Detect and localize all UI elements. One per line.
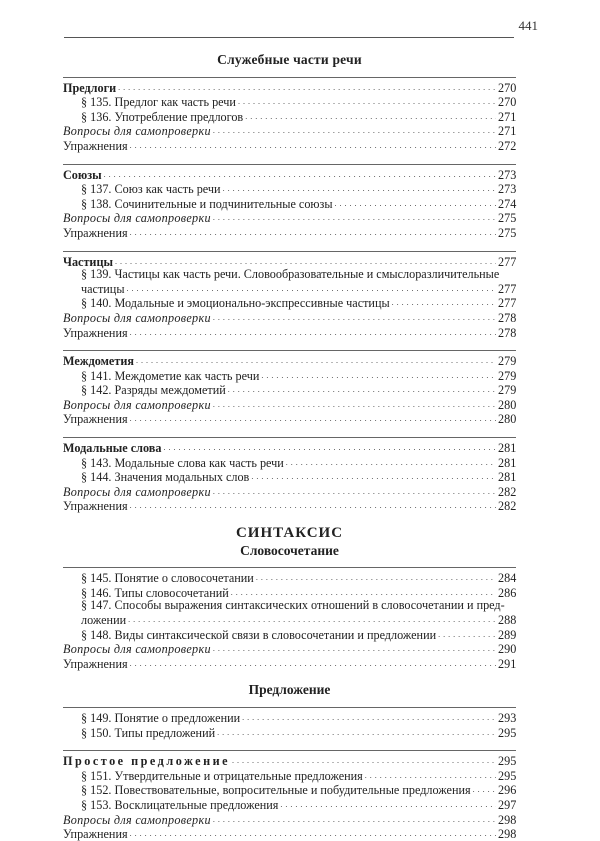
toc-chapter-heading [63,254,516,269]
dot-leader [136,353,496,368]
entry-page-number: 289 [498,627,517,642]
dot-leader [118,80,496,95]
toc-exercises-entry [63,325,516,340]
dot-leader [163,440,496,455]
entry-page-number: 282 [498,484,517,499]
entry-title: § 142. Разряды междометий [81,383,226,398]
dot-leader [286,455,496,470]
entry-page-number: 281 [498,441,517,456]
entry-title: Упражнения [63,827,128,841]
entry-title: § 136. Употребление предлогов [81,109,244,124]
entry-title: Упражнения [63,225,128,240]
dot-leader [115,254,496,269]
toc-section-entry [63,295,516,310]
toc-section-entry [63,109,516,124]
entry-page-number: 280 [498,397,517,412]
dot-leader [473,782,496,797]
entry-title: Предлоги [63,80,117,95]
entry-title: Модальные слова [63,441,162,456]
dot-leader [232,753,496,768]
entry-page-number: 282 [498,499,517,514]
toc-chapter-heading [63,753,516,768]
dot-leader [213,641,496,656]
entry-page-number: 284 [498,571,517,586]
entry-page-number: 277 [498,281,517,296]
dot-leader [335,196,496,211]
toc-self-check-entry [63,210,516,225]
dot-leader [213,397,496,412]
entry-title: Союзы [63,167,102,182]
entry-page-number: 277 [498,254,517,269]
table-of-contents [63,48,516,841]
dot-leader [245,109,496,124]
entry-page-number: 293 [498,710,517,725]
entry-page-number: 271 [498,109,517,124]
entry-page-number: 297 [498,797,517,812]
dot-leader [392,295,496,310]
entry-page-number: 295 [498,725,517,740]
entry-page-number: 274 [498,196,517,211]
entry-title: § 143. Модальные слова как часть речи [81,455,284,470]
entry-page-number: 281 [498,455,517,470]
dot-leader [280,797,496,812]
dot-leader [213,123,496,138]
toc-exercises-entry [63,498,516,513]
entry-title: Вопросы для самопроверки [63,812,211,827]
separator-rule [63,750,516,751]
entry-page-number: 273 [498,167,517,182]
entry-page-number: 275 [498,225,517,240]
entry-title: Вопросы для самопроверки [63,397,211,412]
entry-title: § 146. Типы словосочетаний [81,585,229,600]
entry-page-number: 298 [498,812,517,827]
toc-section-entry [63,382,516,397]
dot-leader [130,656,496,671]
toc-section-entry [63,570,516,585]
toc-section-entry [63,627,516,642]
entry-page-number: 279 [498,383,517,398]
toc-section-entry [63,196,516,211]
dot-leader [213,812,496,827]
toc-groups-parts-of-speech [63,77,516,513]
entry-title: Вопросы для самопроверки [63,211,211,226]
toc-section-entry [63,94,516,109]
toc-self-check-entry [63,310,516,325]
toc-chapter-heading [63,440,516,455]
entry-title: § 152. Повествовательные, вопросительные и побудительные предложения [81,783,471,798]
entry-title: § 138. Сочинительные и подчинительные союзы [81,196,333,211]
dot-leader [231,585,496,600]
entry-title: § 153. Восклицательные предложения [81,797,279,812]
entry-page-number: 277 [498,296,517,311]
entry-title: § 145. Понятие о словосочетании [81,571,254,586]
toc-section-entry [63,782,516,797]
entry-title: § 139. Частицы как часть речи. Словообразовательные и смыслоразличительные [81,267,500,282]
dot-leader [130,325,496,340]
dot-leader [261,368,496,383]
toc-section-entry [63,599,516,626]
toc-exercises-entry [63,225,516,240]
toc-section-entry [63,268,516,295]
entry-title: § 137. Союз как часть речи [81,182,221,197]
subsection-title-sentence: Предложение [248,682,331,698]
entry-page-number: 280 [498,412,517,427]
toc-chapter-heading [63,167,516,182]
entry-title: § 144. Значения модальных слов [81,470,250,485]
entry-page-number: 270 [498,95,517,110]
toc-group-sentence [63,710,516,739]
dot-leader [242,710,496,725]
page-number: 441 [518,18,538,33]
entry-page-number: 270 [498,80,517,95]
entry-page-number: 271 [498,124,517,139]
separator-rule [63,77,516,78]
toc-group-phrase [63,570,516,670]
separator-rule [63,437,516,438]
entry-title: Простое предложение [63,754,231,769]
toc-section-entry [63,469,516,484]
entry-page-number: 281 [498,470,517,485]
toc-group-simple-sentence [63,753,516,841]
entry-page-number: 278 [498,325,517,340]
entry-page-number: 286 [498,585,517,600]
toc-section-entry [63,725,516,740]
toc-self-check-entry [63,123,516,138]
toc-self-check-entry [63,397,516,412]
entry-page-number: 290 [498,642,517,657]
entry-title: Упражнения [63,325,128,340]
dot-leader [365,768,496,783]
toc-section-entry [63,710,516,725]
toc-section-entry [63,797,516,812]
header-rule [64,37,514,38]
entry-title: § 149. Понятие о предложении [81,710,241,725]
dot-leader [213,310,496,325]
entry-title: Частицы [63,254,113,269]
dot-leader [130,411,496,426]
entry-title: Вопросы для самопроверки [63,310,211,325]
entry-title: Упражнения [63,412,128,427]
dot-leader [130,826,496,841]
toc-exercises-entry [63,826,516,841]
toc-chapter-heading [63,353,516,368]
entry-title-continuation: частицы [81,281,125,296]
toc-section-entry [63,455,516,470]
entry-title: Упражнения [63,656,128,671]
entry-page-number: 273 [498,182,517,197]
entry-page-number: 279 [498,368,517,383]
entry-title: § 140. Модальные и эмоционально-экспрессивные частицы [81,296,390,311]
toc-self-check-entry [63,641,516,656]
entry-title: Междометия [63,354,134,369]
entry-title: Упражнения [63,138,128,153]
entry-title: Вопросы для самопроверки [63,124,211,139]
dot-leader [438,627,496,642]
entry-page-number: 278 [498,310,517,325]
entry-title: § 147. Способы выражения синтаксических отношений в словосочетании и пред- [81,598,505,613]
separator-rule [63,251,516,252]
toc-self-check-entry [63,812,516,827]
entry-page-number: 279 [498,354,517,369]
toc-chapter-heading [63,80,516,95]
entry-title: § 151. Утвердительные и отрицательные предложения [81,768,363,783]
section-title-syntax: СИНТАКСИС [235,525,344,542]
toc-exercises-entry [63,138,516,153]
dot-leader [130,498,496,513]
toc-self-check-entry [63,484,516,499]
toc-section-entry [63,768,516,783]
entry-page-number: 288 [498,613,517,627]
toc-section-entry [63,585,516,600]
dot-leader [130,138,496,153]
dot-leader [238,94,496,109]
subsection-title-phrase: Словосочетание [240,542,339,558]
toc-section-entry [63,368,516,383]
dot-leader [217,725,496,740]
entry-page-number: 296 [498,783,517,798]
toc-exercises-entry [63,411,516,426]
entry-page-number: 272 [498,138,517,153]
toc-section-entry [63,181,516,196]
entry-title: Вопросы для самопроверки [63,642,211,657]
entry-page-number: 295 [498,768,517,783]
toc-exercises-entry [63,656,516,671]
dot-leader [128,612,496,627]
entry-page-number: 298 [498,827,517,841]
dot-leader [213,210,496,225]
dot-leader [256,570,496,585]
entry-title: § 141. Междометие как часть речи [81,368,260,383]
separator-rule [63,707,516,708]
dot-leader [104,167,496,182]
entry-title: § 150. Типы предложений [81,725,216,740]
entry-page-number: 275 [498,211,517,226]
entry-title: § 148. Виды синтаксической связи в словосочетании и предложении [81,627,437,642]
dot-leader [251,469,496,484]
part-title: Служебные части речи [217,52,362,67]
dot-leader [213,484,496,499]
separator-rule [63,567,516,568]
entry-title: Упражнения [63,499,128,514]
dot-leader [228,382,496,397]
entry-title: § 135. Предлог как часть речи [81,95,236,110]
entry-title: Вопросы для самопроверки [63,484,211,499]
dot-leader [127,281,496,296]
entry-title-continuation: ложении [81,613,127,627]
dot-leader [223,181,496,196]
entry-page-number: 291 [498,656,517,671]
separator-rule [63,164,516,165]
dot-leader [130,225,496,240]
separator-rule [63,350,516,351]
entry-page-number: 295 [498,754,517,769]
